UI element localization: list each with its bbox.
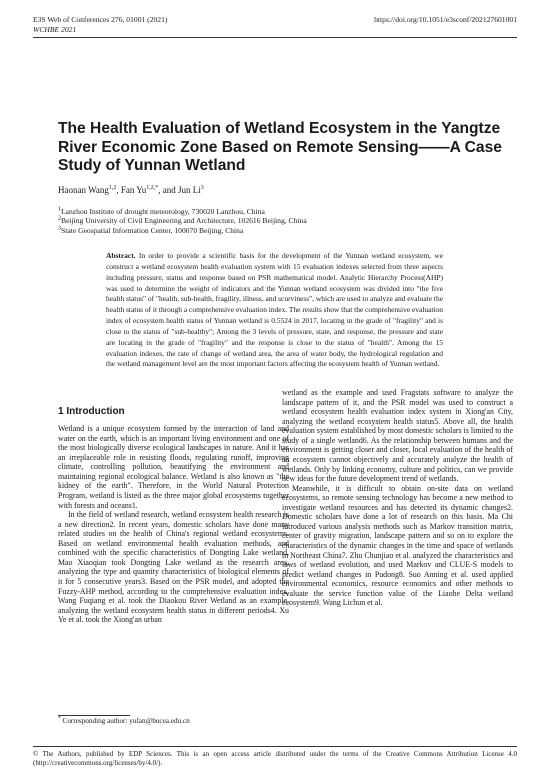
author-affiliation-mark: 1,2,* xyxy=(146,185,159,191)
affiliation-text: Lanzhou Institute of drought meteorology, 730020 Lanzhou, China xyxy=(61,207,265,216)
corresponding-author-footnote xyxy=(58,717,190,725)
conference-name: WCHBE 2021 xyxy=(33,25,77,34)
abstract-label: Abstract. xyxy=(106,251,136,260)
right-column xyxy=(282,388,513,608)
abstract-text: In order to provide a scientific basis for the development of the Yunnan wetland ecosystem, we construct a wetland ecosystem health evaluation system with 15 evaluation indexes selected from three aspects including pressure, status and response based on PSR mathematical model. Analytic Hierarchy Process(AHP) was used to determine the weight of indicators and the Yunnan wetland ecosystem was divided into "the five health status" of "health, sub-health, fragility, illness, and scurviness", which are used to analyze and evaluate the health status of it through a comprehensive evaluation index. The results show that the comprehensive evaluation index of ecosystem health status of Yunnan wetland is 0.5524 in 2017, locating in the grade of "fragility" and is close to the status of "sub-healthy"; Among the 3 levels of pressure, state, and response, the pressure and state are locating in the grade of "fragility" and the response is close to the status of "health". Among the 15 evaluation indexes, the rate of change of wetland area, the area of water body, the hydrological regulation and the wetland management level are the most important factors affecting the ecosystem health of Yunnan wetland. xyxy=(106,251,443,369)
license-divider xyxy=(33,746,517,747)
body-paragraph: Meanwhile, it is difficult to obtain on-site data on wetland ecosystems, so remote sensing technology has become a new method to investigate wetland resources and has detected its dynamic changes2. Domestic scholars have done a lot of research on this basis. Ma Chi introduced various analysis methods such as Markov transition matrix, center of gravity migration, landscape pattern and so on to explore the characteristics of the dynamic changes in the time and space of wetlands in Northeast China7. Zhu Chunjiao et al. analyzed the characteristics and laws of wetland evolution, and used Markov and CLUE-S models to predict wetland changes in Pudong8. Suo Anning et al. used applied environmental economics, resource economics and other methods to evaluate the service function value of the Liaohe Delta wetland ecosystem9. Wang Lichun et al. xyxy=(282,483,513,608)
author-affiliation-mark: 1,2 xyxy=(108,185,117,191)
affiliation-number: 1 xyxy=(58,206,61,213)
author-separator: , and xyxy=(158,185,179,195)
author-name: Haonan Wang xyxy=(58,185,109,195)
left-column xyxy=(58,424,289,625)
author-separator: , xyxy=(116,185,121,195)
author-name: Fan Yu xyxy=(120,185,147,195)
affiliation-number: 3 xyxy=(58,225,61,232)
abstract xyxy=(106,251,443,370)
footnote-text: Corresponding author: yufan@bucea.edu.cn xyxy=(62,717,190,725)
affiliation-item xyxy=(58,207,307,216)
affiliation-text: State Geospatial Information Center, 100070 Beijing, China xyxy=(61,225,244,235)
journal-citation: E3S Web of Conferences 276, 01001 (2021) xyxy=(33,15,168,24)
author-name: Jun Li xyxy=(178,185,201,195)
affiliation-item xyxy=(58,226,307,235)
affiliation-text: Beijing University of Civil Engineering and Architecture, 102616 Beijing, China xyxy=(61,216,307,226)
author-affiliation-mark: 3 xyxy=(200,185,204,191)
header-divider xyxy=(33,37,517,38)
license-notice: © The Authors, published by EDP Sciences. This is an open access article distributed under the terms of the Creative Commons Attribution License 4.0 (http://creativecommons.org/licenses/by/4.0/). xyxy=(33,750,517,767)
section-heading-introduction: 1 Introduction xyxy=(58,406,125,417)
paper-title: The Health Evaluation of Wetland Ecosystem in the Yangtze River Economic Zone Based on Remote Sensing——A Case Study of Yunnan Wetland xyxy=(58,120,502,174)
doi-link[interactable]: https://doi.org/10.1051/e3sconf/202127601001 xyxy=(374,15,517,24)
affiliation-item xyxy=(58,216,307,225)
body-paragraph: In the field of wetland research, wetland ecosystem health research is a new direction2. In recent years, domestic scholars have done many related studies on the health of China's regional wetland ecosystems. Based on wetland environmental health evaluation methods, and combined with the specific characteristics of Dongting Lake wetland, Mao Xiaoqian took Dongting Lake wetland as the research area, analyzing the type and quantity characteristics of biological elements of it for 5 consecutive years3. Based on the PSR model, and adopted the Fuzzy-AHP method, according to the comprehensive evaluation index, Wang Fuqiang et al. took the Diaokou River Wetland as an example, analyzing the wetland ecosystem health status in different periods4. Xu Ye et al. took the Xiong'an urban xyxy=(58,510,289,625)
affiliation-list xyxy=(58,207,307,235)
body-paragraph: wetland as the example and used Fragstats software to analyze the landscape pattern of it, and the PSR model was used to construct a wetland ecosystem health evaluation index system in Xiong'an City, analyzing the wetland ecosystem health status5. Above all, the health evaluation system established by most domestic scholars is limited to the study of a single wetland6. As the relationship between humans and the environment is getting closer and closer, local evaluation of the health of an ecosystem cannot objectively and accurately analyze the health of wetlands. Only by linking economy, culture and politics, can we provide new ideas for the future development trend of wetlands. xyxy=(282,388,513,484)
footnote-divider xyxy=(58,715,130,716)
affiliation-number: 2 xyxy=(58,215,61,222)
author-list xyxy=(58,185,204,196)
footnote-mark: * xyxy=(58,715,61,722)
body-paragraph: Wetland is a unique ecosystem formed by the interaction of land and water on the earth, which is an important living environment and one of the most biologically diverse ecological landscapes in nature. And it has an irreplaceable role in resisting floods, regulating runoff, improving climate, controlling pollution, beautifying the environment and maintaining regional ecological balance. Wetland is also known as "the kidney of the earth". Therefore, in the World Natural Protection Program, wetland is listed as the three major global ecosystems together with forests and oceans1. xyxy=(58,424,289,510)
